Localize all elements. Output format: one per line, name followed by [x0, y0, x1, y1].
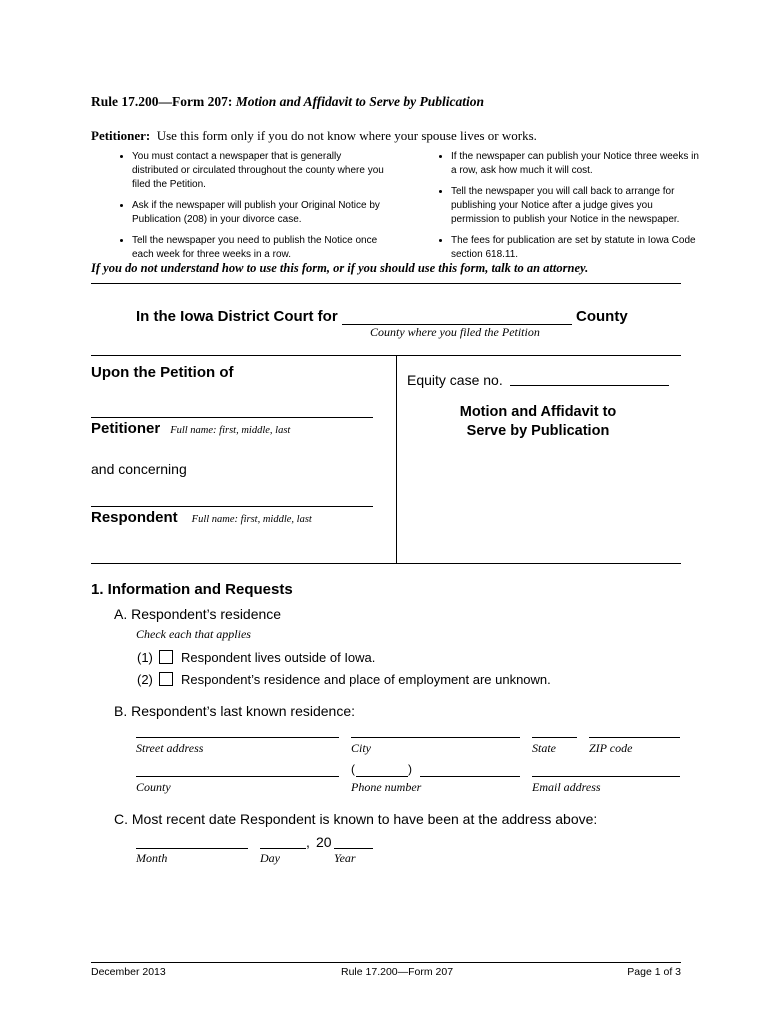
document-title-line-2: Serve by Publication [466, 423, 610, 439]
option-1-number: (1) [137, 650, 153, 665]
county-residence-hint: County [136, 780, 171, 794]
email-address-input[interactable] [532, 776, 680, 777]
respondent-name-input[interactable] [91, 506, 373, 507]
instructions-right [434, 150, 700, 269]
petitioner-label: Petitioner [91, 420, 161, 437]
instruction-item: • You must contact a newspaper that is generally distributed or circulated throughout the county where you filed the Petition. [132, 150, 385, 192]
phone-area-close: ) [408, 762, 412, 776]
petitioner-note-label: Petitioner: [91, 128, 151, 143]
street-address-hint: Street address [136, 741, 204, 755]
state-hint: State [532, 741, 556, 755]
year-century: 20 [316, 834, 332, 850]
caption-vertical-divider [396, 356, 397, 563]
section-c-heading: C. Most recent date Respondent is known to have been at the address above: [114, 811, 598, 827]
section-b-heading: B. Respondent’s last known residence: [114, 703, 355, 719]
section-a-heading: A. Respondent’s residence [114, 606, 282, 622]
footer-divider [91, 962, 681, 963]
instruction-item: • Tell the newspaper you need to publish the Notice once each week for three weeks in a row. [132, 234, 385, 262]
year-input[interactable] [334, 848, 373, 849]
footer-form: Rule 17.200—Form 207 [341, 966, 454, 978]
instruction-item: • The fees for publication are set by statute in Iowa Code section 618.11. [451, 234, 700, 262]
court-suffix: County [576, 308, 628, 325]
form-title: Motion and Affidavit to Serve by Publication [235, 94, 484, 109]
document-title [396, 403, 680, 441]
divider [91, 563, 681, 564]
case-number-input[interactable] [510, 385, 669, 386]
option-2-checkbox[interactable] [159, 672, 173, 686]
divider [91, 283, 681, 284]
county-residence-input[interactable] [136, 776, 339, 777]
petitioner-note-text: Use this form only if you do not know where your spouse lives or works. [156, 128, 537, 143]
instruction-item: • Tell the newspaper you will call back to arrange for publishing your Notice after a judge gives you permission to publish your Notice in the newspaper. [451, 185, 700, 227]
footer-page: Page 1 of 3 [627, 966, 681, 978]
option-1-checkbox[interactable] [159, 650, 173, 664]
divider [91, 355, 681, 356]
concerning-label: and concerning [91, 461, 187, 477]
section-a-hint: Check each that applies [136, 627, 251, 641]
date-comma: , [306, 834, 310, 850]
case-number-label: Equity case no. [407, 372, 503, 388]
zip-code-input[interactable] [589, 737, 680, 738]
petitioner-row [91, 420, 290, 438]
phone-number-input[interactable] [420, 776, 520, 777]
document-title-line-1: Motion and Affidavit to [459, 404, 617, 420]
month-input[interactable] [136, 848, 248, 849]
respondent-hint: Full name: first, middle, last [191, 514, 312, 525]
county-hint: County where you filed the Petition [370, 325, 540, 339]
city-hint: City [351, 741, 371, 755]
upon-petition-label: Upon the Petition of [91, 364, 234, 381]
option-1-label: Respondent lives outside of Iowa. [181, 650, 376, 665]
state-input[interactable] [532, 737, 577, 738]
city-input[interactable] [351, 737, 520, 738]
year-hint: Year [334, 851, 356, 865]
phone-area-code-input[interactable] [356, 776, 408, 777]
attorney-note: If you do not understand how to use this form, or if you should use this form, talk to an attorney. [91, 261, 589, 275]
footer-date: December 2013 [91, 966, 166, 978]
respondent-row [91, 509, 312, 527]
section-1-heading: 1. Information and Requests [91, 581, 293, 598]
form-rule-number: Rule 17.200—Form 207: [91, 94, 236, 109]
phone-number-hint: Phone number [351, 780, 422, 794]
petitioner-name-input[interactable] [91, 417, 373, 418]
instruction-item: • If the newspaper can publish your Notice three weeks in a row, ask how much it will cost. [451, 150, 700, 178]
instruction-item: • Ask if the newspaper will publish your Original Notice by Publication (208) in your divorce case. [132, 199, 385, 227]
court-prefix: In the Iowa District Court for [136, 308, 338, 325]
month-hint: Month [136, 851, 168, 865]
respondent-label: Respondent [91, 509, 178, 526]
option-2-label: Respondent’s residence and place of employment are unknown. [181, 672, 551, 687]
form-header [91, 94, 484, 110]
petitioner-hint: Full name: first, middle, last [170, 425, 291, 436]
street-address-input[interactable] [136, 737, 339, 738]
day-input[interactable] [260, 848, 306, 849]
instructions-left [115, 150, 385, 269]
phone-area-open: ( [351, 762, 355, 776]
email-address-hint: Email address [532, 780, 601, 794]
option-2-number: (2) [137, 672, 153, 687]
day-hint: Day [260, 851, 280, 865]
zip-code-hint: ZIP code [589, 741, 633, 755]
petitioner-note [91, 128, 537, 144]
